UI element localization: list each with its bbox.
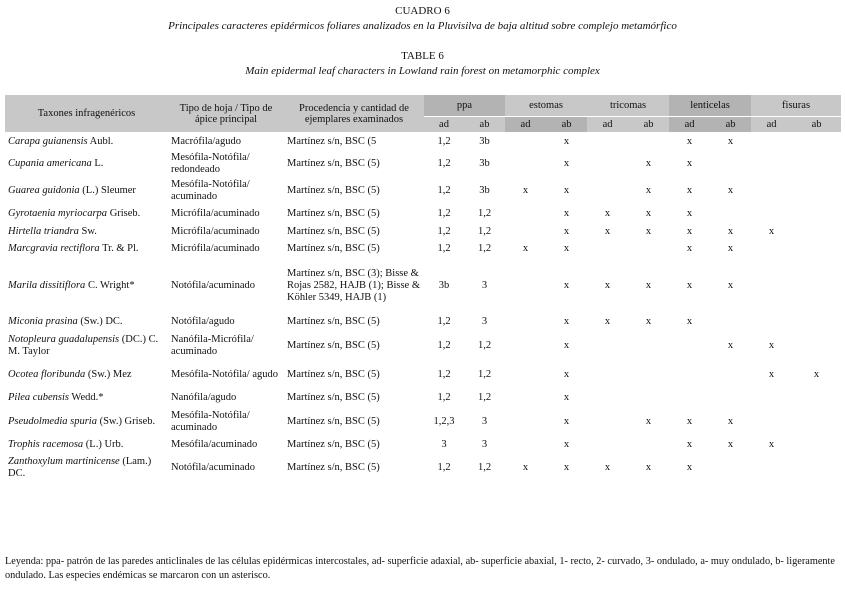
provenance-cell: Martínez s/n, BSC (5) bbox=[287, 368, 380, 380]
value-cell: x bbox=[645, 208, 652, 219]
leaf-type-cell: Nanófila/agudo bbox=[171, 392, 237, 403]
value-cell bbox=[792, 407, 841, 436]
group-ppa: ppa bbox=[424, 95, 505, 117]
taxon-name: Trophis racemosa bbox=[8, 439, 84, 450]
table-row bbox=[5, 152, 841, 176]
value-cell: x bbox=[563, 208, 570, 219]
value-cell bbox=[587, 436, 628, 454]
value-cell: x bbox=[727, 184, 734, 196]
value-cell: x bbox=[727, 136, 734, 147]
value-cell: x bbox=[563, 225, 570, 237]
provenance-cell: Martínez s/n, BSC (3); Bisse & Rojas 2582, HAJB (1); Bisse & Köhler 5349, HAJB (1) bbox=[287, 267, 421, 303]
provenance-cell: Martínez s/n, BSC (5) bbox=[287, 392, 380, 403]
taxon-cell bbox=[5, 389, 168, 407]
value-cell: x bbox=[686, 415, 693, 427]
taxon-name: Carapa guianensis bbox=[8, 136, 88, 147]
leaf-type-cell: Micrófila/acuminado bbox=[171, 243, 260, 254]
value-cell: x bbox=[645, 158, 652, 169]
taxon-cell bbox=[5, 407, 168, 436]
value-cell: x bbox=[645, 415, 652, 427]
value-cell: x bbox=[727, 243, 734, 254]
value-cell: x bbox=[563, 392, 570, 403]
value-cell: 3 bbox=[441, 439, 447, 450]
taxon-name: Zanthoxylum martinicense bbox=[8, 456, 120, 467]
value-cell: 3 bbox=[481, 316, 488, 327]
provenance-cell: Martínez s/n, BSC (5) bbox=[287, 316, 380, 327]
value-cell: 1,2 bbox=[477, 208, 492, 219]
value-cell: x bbox=[563, 136, 570, 147]
taxon-author: (L.) Sleumer bbox=[79, 184, 136, 196]
provenance-cell: Martínez s/n, BSC (5) bbox=[287, 225, 380, 237]
taxon-author: (L.) Urb. bbox=[83, 439, 124, 450]
taxon-name: Marcgravia rectiflora bbox=[8, 243, 100, 254]
value-cell: 3 bbox=[481, 439, 488, 450]
value-cell bbox=[792, 436, 841, 454]
col-taxones: Taxones infragenéricos bbox=[5, 95, 168, 132]
value-cell: x bbox=[686, 225, 693, 237]
leaf-type-cell: Notófila/acuminado bbox=[171, 462, 255, 473]
taxon-name: Gyrotaenia myriocarpa bbox=[8, 208, 108, 219]
value-cell bbox=[628, 132, 669, 152]
group-fisuras: fisuras bbox=[751, 95, 841, 117]
value-cell bbox=[587, 389, 628, 407]
taxon-name: Pilea cubensis bbox=[8, 392, 69, 403]
value-cell: x bbox=[645, 184, 652, 196]
value-cell: x bbox=[727, 415, 734, 427]
table-label: TABLE 6 bbox=[401, 50, 444, 62]
table-row bbox=[5, 313, 841, 331]
value-cell bbox=[505, 436, 546, 454]
value-cell: x bbox=[522, 243, 529, 254]
value-cell bbox=[710, 454, 751, 482]
col-tipo: Tipo de hoja / Tipo de ápice principal bbox=[168, 95, 284, 132]
value-cell: x bbox=[563, 316, 570, 327]
value-cell: x bbox=[563, 158, 570, 169]
value-cell: 1,2 bbox=[437, 462, 451, 473]
characters-table bbox=[5, 95, 841, 482]
value-cell: x bbox=[768, 225, 775, 237]
value-cell: x bbox=[727, 225, 734, 237]
provenance-cell: Martínez s/n, BSC (5) bbox=[287, 439, 380, 450]
value-cell: x bbox=[768, 339, 775, 351]
value-cell: 3 bbox=[481, 279, 488, 291]
value-cell bbox=[587, 132, 628, 152]
value-cell: x bbox=[686, 462, 693, 473]
table-row bbox=[5, 223, 841, 240]
value-cell bbox=[587, 152, 628, 176]
table-row bbox=[5, 454, 841, 482]
value-cell bbox=[505, 223, 546, 240]
taxon-name: Cupania americana bbox=[8, 158, 92, 169]
provenance-cell: Martínez s/n, BSC (5) bbox=[287, 462, 380, 473]
value-cell bbox=[628, 240, 669, 258]
value-cell bbox=[587, 240, 628, 258]
value-cell bbox=[792, 223, 841, 240]
value-cell: x bbox=[686, 136, 693, 147]
value-cell bbox=[751, 176, 792, 205]
sub-ab: ab bbox=[628, 117, 669, 133]
taxon-cell bbox=[5, 454, 168, 482]
taxon-cell bbox=[5, 436, 168, 454]
value-cell bbox=[669, 389, 710, 407]
leaf-type-cell: Notófila/agudo bbox=[171, 316, 235, 327]
value-cell bbox=[505, 205, 546, 223]
group-estomas: estomas bbox=[505, 95, 587, 117]
taxon-cell bbox=[5, 360, 168, 389]
value-cell: x bbox=[727, 339, 734, 351]
value-cell: x bbox=[563, 279, 570, 291]
value-cell bbox=[792, 176, 841, 205]
table-row bbox=[5, 240, 841, 258]
taxon-cell bbox=[5, 313, 168, 331]
value-cell: 3 bbox=[481, 415, 488, 427]
provenance-cell: Martínez s/n, BSC (5) bbox=[287, 158, 380, 169]
value-cell: x bbox=[645, 225, 652, 237]
taxon-name: Guarea guidonia bbox=[8, 184, 80, 196]
group-lenticelas: lenticelas bbox=[669, 95, 751, 117]
value-cell: 1,2 bbox=[477, 462, 492, 473]
value-cell: 1,2,3 bbox=[433, 415, 455, 427]
value-cell: x bbox=[604, 208, 611, 219]
value-cell: x bbox=[604, 462, 611, 473]
sub-ad: ad bbox=[751, 117, 792, 133]
value-cell: x bbox=[645, 279, 652, 291]
taxon-author: (Lam.) DC. bbox=[8, 456, 152, 479]
value-cell bbox=[751, 152, 792, 176]
table-row bbox=[5, 407, 841, 436]
sub-ab: ab bbox=[710, 117, 751, 133]
value-cell bbox=[587, 360, 628, 389]
value-cell: x bbox=[563, 415, 570, 427]
sub-ab: ab bbox=[546, 117, 587, 133]
value-cell: 1,2 bbox=[437, 392, 451, 403]
taxon-author: Wedd.* bbox=[68, 392, 104, 403]
leaf-type-cell: Notófila/acuminado bbox=[171, 279, 255, 291]
leaf-type-cell: Mesófila-Notófila/ redondeado bbox=[171, 152, 250, 175]
value-cell: 1,2 bbox=[477, 368, 492, 380]
table-row bbox=[5, 176, 841, 205]
value-cell: 1,2 bbox=[437, 316, 451, 327]
taxon-name: Hirtella triandra bbox=[8, 225, 79, 237]
legend-text: Leyenda: ppa- patrón de las paredes anticlinales de las células epidérmicas intercostales, ad- superficie adaxial, ab- superficie abaxial, 1- recto, 2- curvado, 3- ondulado, a- muy ondulado, b- ligeramente ondulado. Las especies endémicas se marcaron con un asterisco. bbox=[5, 556, 835, 581]
value-cell: x bbox=[604, 316, 611, 327]
value-cell bbox=[751, 240, 792, 258]
table-row bbox=[5, 331, 841, 360]
taxon-author: Griseb. bbox=[107, 208, 141, 219]
taxon-name: Ocotea floribunda bbox=[8, 368, 86, 380]
taxon-cell bbox=[5, 240, 168, 258]
value-cell: x bbox=[768, 368, 775, 380]
sub-ad: ad bbox=[424, 117, 464, 133]
value-cell: 1,2 bbox=[437, 158, 451, 169]
value-cell bbox=[792, 389, 841, 407]
value-cell bbox=[505, 331, 546, 360]
value-cell: x bbox=[563, 243, 570, 254]
value-cell: 1,2 bbox=[477, 243, 492, 254]
taxon-cell bbox=[5, 176, 168, 205]
sub-ab: ab bbox=[792, 117, 841, 133]
sub-ab: ab bbox=[464, 117, 505, 133]
group-tricomas: tricomas bbox=[587, 95, 669, 117]
table-row bbox=[5, 389, 841, 407]
table-row bbox=[5, 205, 841, 223]
value-cell bbox=[505, 152, 546, 176]
value-cell: x bbox=[522, 462, 529, 473]
value-cell: x bbox=[563, 462, 570, 473]
value-cell bbox=[710, 360, 751, 389]
leaf-type-cell: Mesófila-Notófila/ acuminado bbox=[171, 409, 250, 433]
value-cell bbox=[792, 313, 841, 331]
value-cell: 1,2 bbox=[437, 208, 451, 219]
value-cell bbox=[751, 313, 792, 331]
table-row bbox=[5, 436, 841, 454]
value-cell: x bbox=[563, 439, 570, 450]
value-cell bbox=[505, 407, 546, 436]
value-cell: x bbox=[686, 208, 693, 219]
taxon-author: (Sw.) DC. bbox=[77, 316, 123, 327]
value-cell bbox=[505, 360, 546, 389]
value-cell: x bbox=[768, 439, 775, 450]
spanish-title: Principales caracteres epidérmicos foliares analizados en la Pluvisilva de baja altitud sobre complejo metamórfico bbox=[168, 20, 677, 32]
table-row bbox=[5, 258, 841, 313]
value-cell bbox=[505, 258, 546, 313]
value-cell: 1,2 bbox=[437, 136, 451, 147]
value-cell bbox=[710, 152, 751, 176]
leaf-type-cell: Macrófila/agudo bbox=[171, 136, 241, 147]
leaf-type-cell: Micrófila/acuminado bbox=[171, 225, 260, 237]
value-cell bbox=[792, 205, 841, 223]
value-cell bbox=[669, 360, 710, 389]
value-cell bbox=[751, 205, 792, 223]
value-cell bbox=[505, 132, 546, 152]
value-cell: 3b bbox=[479, 158, 490, 169]
value-cell bbox=[792, 240, 841, 258]
value-cell: x bbox=[686, 279, 693, 291]
table-body bbox=[5, 132, 841, 482]
leaf-type-cell: Mesófila-Notófila/ acuminado bbox=[171, 178, 250, 202]
table-row bbox=[5, 360, 841, 389]
value-cell bbox=[751, 132, 792, 152]
value-cell: 1,2 bbox=[437, 243, 451, 254]
sub-ad: ad bbox=[669, 117, 710, 133]
value-cell bbox=[587, 407, 628, 436]
col-procedencia: Procedencia y cantidad de ejemplares examinados bbox=[284, 95, 424, 132]
taxon-author: (Sw.) Mez bbox=[85, 368, 132, 380]
value-cell: x bbox=[686, 316, 693, 327]
value-cell: 3b bbox=[479, 136, 490, 147]
value-cell bbox=[751, 407, 792, 436]
value-cell bbox=[628, 360, 669, 389]
taxon-author: C. Wright* bbox=[85, 279, 135, 291]
value-cell: 1,2 bbox=[437, 184, 451, 196]
value-cell: 1,2 bbox=[437, 339, 451, 351]
value-cell bbox=[792, 331, 841, 360]
value-cell bbox=[587, 331, 628, 360]
provenance-cell: Martínez s/n, BSC (5) bbox=[287, 184, 380, 196]
provenance-cell: Martínez s/n, BSC (5) bbox=[287, 339, 380, 351]
taxon-cell bbox=[5, 205, 168, 223]
value-cell bbox=[628, 436, 669, 454]
value-cell: 3b bbox=[438, 279, 450, 291]
value-cell bbox=[505, 389, 546, 407]
value-cell bbox=[751, 258, 792, 313]
value-cell: x bbox=[686, 243, 693, 254]
value-cell: 3b bbox=[479, 184, 490, 196]
value-cell bbox=[669, 331, 710, 360]
taxon-cell bbox=[5, 331, 168, 360]
provenance-cell: Martínez s/n, BSC (5 bbox=[287, 136, 377, 147]
taxon-author: (DC.) C. M. Taylor bbox=[8, 333, 159, 357]
value-cell: x bbox=[563, 184, 570, 196]
taxon-name: Notopleura guadalupensis bbox=[8, 333, 120, 345]
value-cell: 1,2 bbox=[477, 339, 492, 351]
value-cell bbox=[792, 132, 841, 152]
value-cell: 1,2 bbox=[437, 225, 451, 237]
value-cell bbox=[751, 454, 792, 482]
value-cell: x bbox=[645, 316, 652, 327]
taxon-author: L. bbox=[91, 158, 104, 169]
provenance-cell: Martínez s/n, BSC (5) bbox=[287, 208, 380, 219]
value-cell: x bbox=[563, 368, 570, 380]
sub-ad: ad bbox=[587, 117, 628, 133]
value-cell: x bbox=[686, 158, 693, 169]
value-cell: x bbox=[522, 184, 529, 196]
value-cell bbox=[628, 389, 669, 407]
leaf-type-cell: Mesófila-Notófila/ agudo bbox=[171, 368, 279, 380]
leaf-type-cell: Nanófila-Micrófila/ acuminado bbox=[171, 333, 254, 357]
table-row bbox=[5, 132, 841, 152]
taxon-cell bbox=[5, 152, 168, 176]
value-cell: x bbox=[686, 184, 693, 196]
value-cell bbox=[710, 205, 751, 223]
value-cell bbox=[792, 454, 841, 482]
provenance-cell: Martínez s/n, BSC (5) bbox=[287, 243, 380, 254]
taxon-author: Tr. & Pl. bbox=[99, 243, 139, 254]
value-cell: x bbox=[604, 279, 611, 291]
taxon-author: Sw. bbox=[78, 225, 97, 237]
taxon-cell bbox=[5, 258, 168, 313]
value-cell: 1,2 bbox=[477, 392, 492, 403]
taxon-name: Marila dissitiflora bbox=[8, 279, 86, 291]
english-title: Main epidermal leaf characters in Lowland rain forest on metamorphic complex bbox=[245, 65, 600, 77]
value-cell bbox=[751, 389, 792, 407]
value-cell bbox=[587, 176, 628, 205]
provenance-cell: Martínez s/n, BSC (5) bbox=[287, 415, 380, 427]
taxon-cell bbox=[5, 223, 168, 240]
value-cell bbox=[710, 313, 751, 331]
value-cell: x bbox=[645, 462, 652, 473]
taxon-name: Pseudolmedia spuria bbox=[8, 415, 97, 427]
leaf-type-cell: Micrófila/acuminado bbox=[171, 208, 260, 219]
value-cell: x bbox=[563, 339, 570, 351]
value-cell bbox=[505, 313, 546, 331]
value-cell: x bbox=[727, 279, 734, 291]
taxon-author: Aubl. bbox=[87, 136, 114, 147]
taxon-name: Miconia prasina bbox=[8, 316, 78, 327]
taxon-author: (Sw.) Griseb. bbox=[96, 415, 156, 427]
value-cell: x bbox=[727, 439, 734, 450]
value-cell: x bbox=[686, 439, 693, 450]
value-cell: 1,2 bbox=[437, 368, 451, 380]
leaf-type-cell: Mesófila/acuminado bbox=[171, 439, 258, 450]
value-cell: 1,2 bbox=[477, 225, 492, 237]
value-cell bbox=[628, 331, 669, 360]
cuadro-label: CUADRO 6 bbox=[395, 5, 450, 17]
value-cell: x bbox=[813, 368, 820, 380]
value-cell bbox=[792, 152, 841, 176]
value-cell bbox=[792, 258, 841, 313]
value-cell bbox=[710, 389, 751, 407]
sub-ad: ad bbox=[505, 117, 546, 133]
value-cell: x bbox=[604, 225, 611, 237]
taxon-cell bbox=[5, 132, 168, 152]
